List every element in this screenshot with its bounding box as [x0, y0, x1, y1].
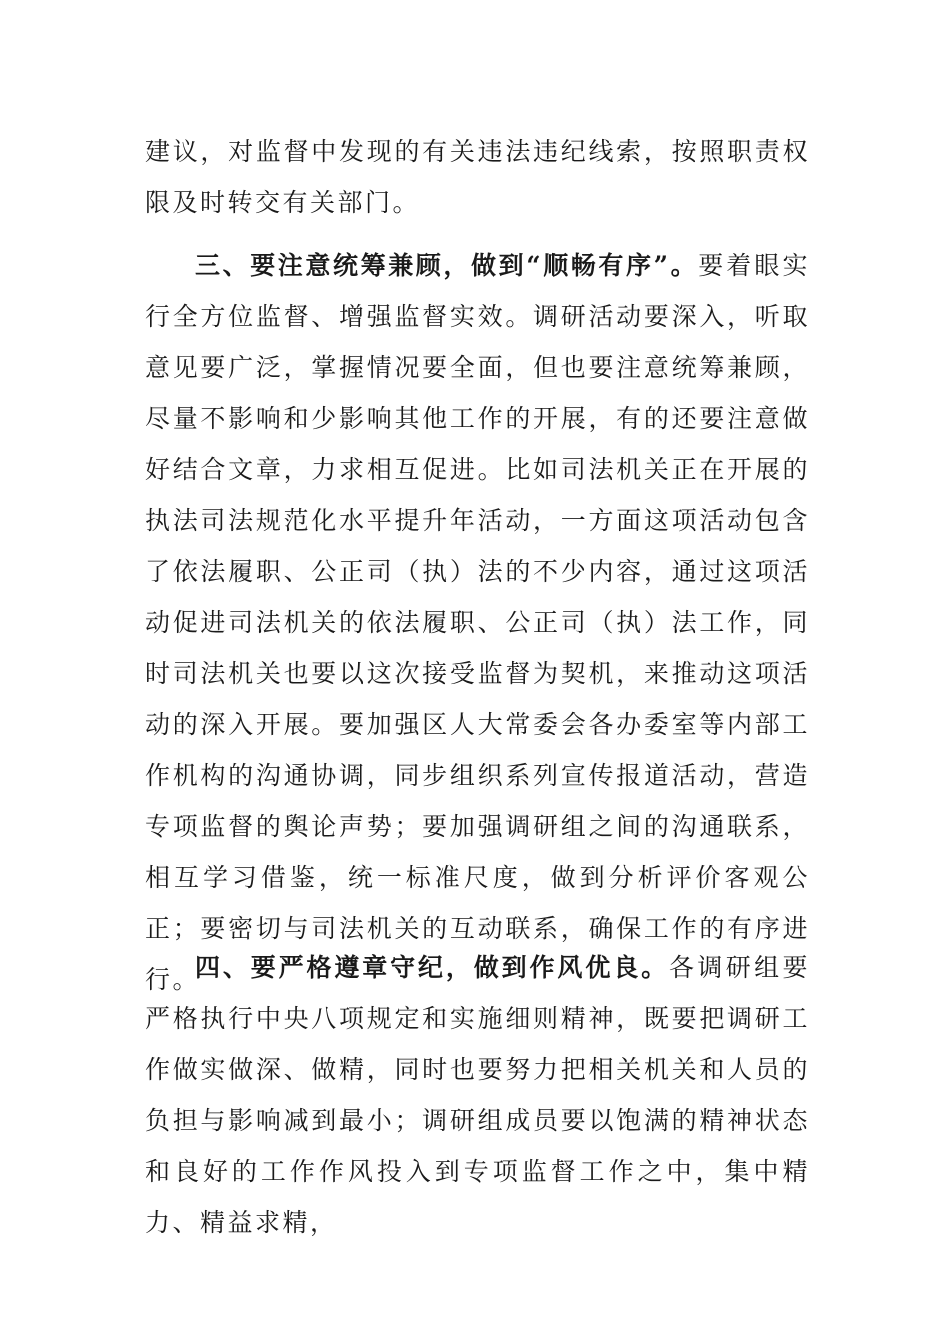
paragraph-text	[145, 240, 810, 1005]
section-heading: 三、要注意统筹兼顾，做到“顺畅有序”。	[195, 251, 699, 280]
paragraph-text	[145, 942, 810, 1248]
paragraph-text: 建议，对监督中发现的有关违法违纪线索，按照职责权限及时转交有关部门。	[145, 137, 810, 217]
paragraph-section-three	[145, 240, 810, 1005]
section-body: 要着眼实行全方位监督、增强监督实效。调研活动要深入，听取意见要广泛，掌握情况要全面，但也要注意统筹兼顾，尽量不影响和少影响其他工作的开展，有的还要注意做好结合文章，力求相互促进。比如司法机关正在开展的执法司法规范化水平提升年活动，一方面这项活动包含了依法履职、公正司（执）法的不少内容，通过这项活动促进司法机关的依法履职、公正司（执）法工作，同时司法机关也要以这次接受监督为契机，来推动这项活动的深入开展。要加强区人大常委会各办委室等内部工作机构的沟通协调，同步组织系列宣传报道活动，营造专项监督的舆论声势；要加强调研组之间的沟通联系，相互学习借鉴，统一标准尺度，做到分析评价客观公正；要密切与司法机关的互动联系，确保工作的有序进行。	[145, 251, 810, 994]
paragraph-section-four	[145, 942, 810, 1248]
section-heading: 四、要严格遵章守纪，做到作风优良。	[195, 953, 669, 982]
paragraph-continuation	[145, 126, 810, 228]
section-body: 各调研组要严格执行中央八项规定和实施细则精神，既要把调研工作做实做深、做精，同时也要努力把相关机关和人员的负担与影响减到最小；调研组成员要以饱满的精神状态和良好的工作作风投入到专项监督工作之中，集中精力、精益求精，	[145, 953, 810, 1237]
